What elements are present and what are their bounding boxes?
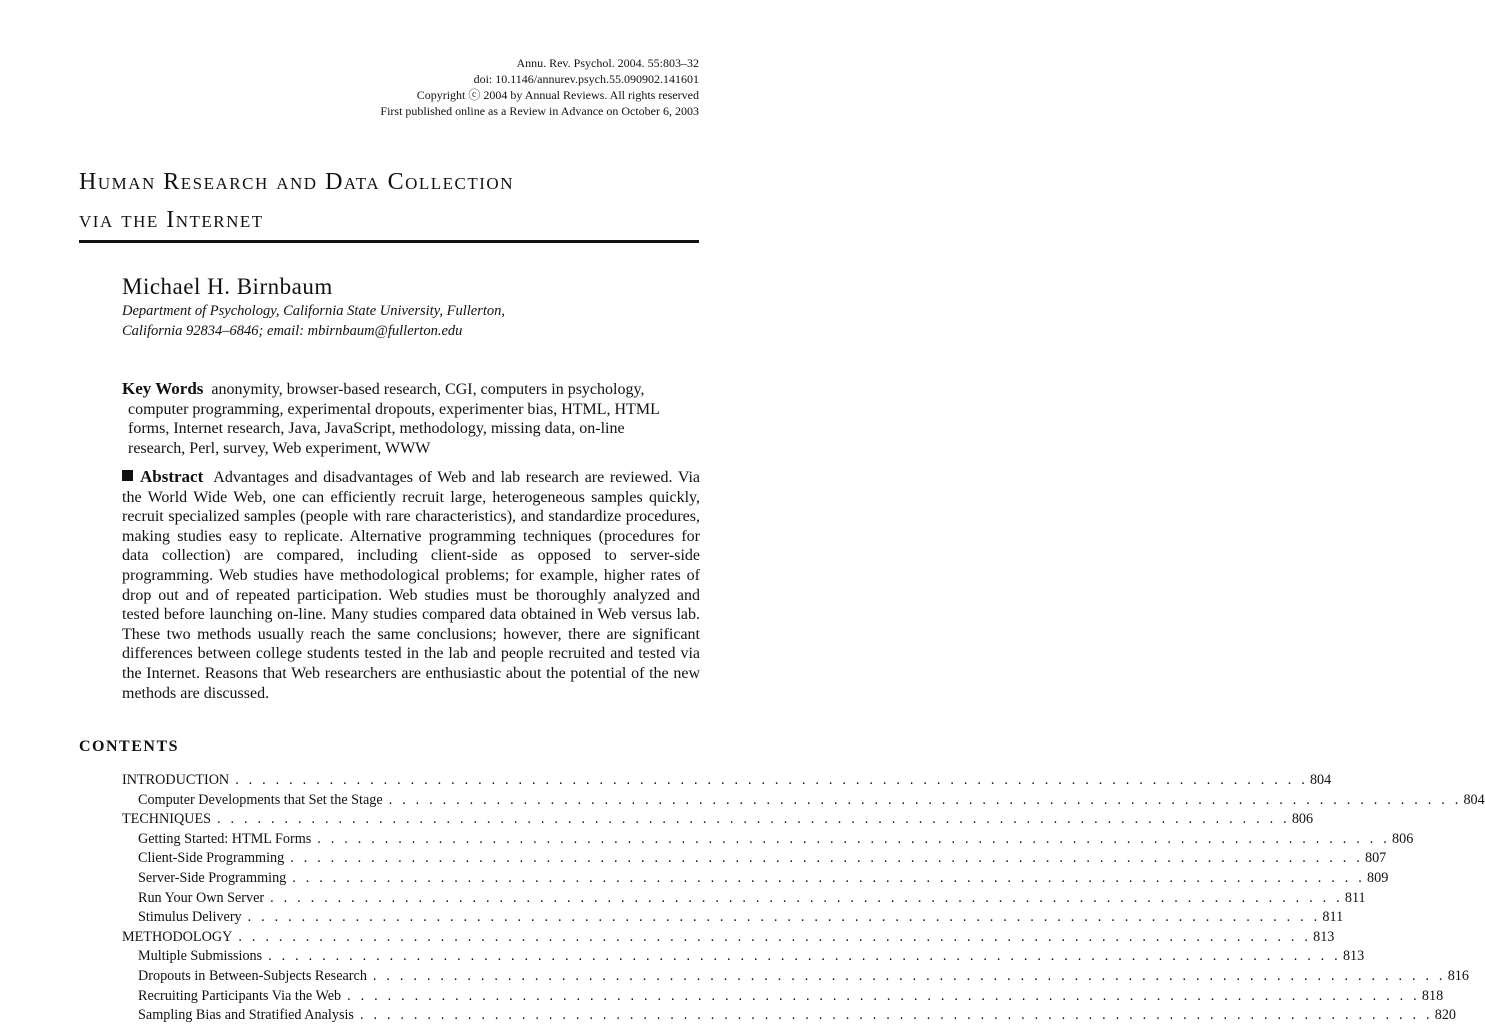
toc-entry-page: 804	[1309, 772, 1332, 788]
toc-entry	[122, 810, 1314, 830]
keywords-line: computer programming, experimental dropouts, experimenter bias, HTML, HTML	[128, 400, 660, 418]
toc-entry-label: Getting Started: HTML Forms	[138, 830, 312, 847]
toc-dot-leader: . . . . . . . . . . . . . . . . . . . . . . . . . . . . . . . . . . . . . . . . . . . . . . . . . . . . . . . . . . . . . . . . . . . . . . . . . . . . . . . .	[217, 811, 1290, 828]
toc-entry-page: 809	[1367, 869, 1389, 886]
toc-dot-leader: . . . . . . . . . . . . . . . . . . . . . . . . . . . . . . . . . . . . . . . . . . . . . . . . . . . . . . . . . . . . . . . . . . . . . . . . . . . . . . . .	[372, 967, 1446, 984]
toc-entry-label: TECHNIQUES	[122, 811, 212, 828]
toc-entry-page: 818	[1421, 987, 1444, 1004]
abstract-section	[122, 467, 700, 703]
toc-entry-page: 806	[1291, 811, 1314, 828]
abstract-heading: Abstract	[140, 467, 204, 486]
toc-entry	[122, 889, 1366, 909]
affiliation-line-1: Department of Psychology, California State University, Fullerton,	[122, 303, 505, 319]
doi-line: doi: 10.1146/annurev.psych.55.090902.141601	[473, 72, 699, 86]
toc-entry-label: Recruiting Participants Via the Web	[138, 987, 342, 1004]
toc-dot-leader: . . . . . . . . . . . . . . . . . . . . . . . . . . . . . . . . . . . . . . . . . . . . . . . . . . . . . . . . . . . . . . . . . . . . . . . . . . . . . . . .	[290, 850, 1363, 867]
copyright-line: Copyright ⓒ 2004 by Annual Reviews. All rights reserved	[416, 88, 699, 102]
toc-entry-label: Run Your Own Server	[138, 889, 265, 906]
toc-dot-leader: . . . . . . . . . . . . . . . . . . . . . . . . . . . . . . . . . . . . . . . . . . . . . . . . . . . . . . . . . . . . . . . . . . . . . . . . . . . . . . . .	[317, 830, 1391, 847]
toc-entry	[122, 967, 1469, 987]
toc-entry-page: 811	[1322, 909, 1344, 926]
toc-entry	[122, 869, 1389, 889]
toc-entry	[122, 849, 1387, 869]
toc-entry	[122, 987, 1444, 1007]
toc-entry	[122, 791, 1485, 811]
keywords-line	[122, 379, 700, 400]
toc-entry-page: 804	[1463, 791, 1485, 808]
toc-entry-label: Computer Developments that Set the Stage	[138, 791, 383, 808]
toc-entry	[122, 830, 1414, 850]
toc-entry	[122, 947, 1365, 967]
author-affiliation	[122, 302, 682, 341]
contents-heading: CONTENTS	[79, 738, 180, 755]
toc-dot-leader: . . . . . . . . . . . . . . . . . . . . . . . . . . . . . . . . . . . . . . . . . . . . . . . . . . . . . . . . . . . . . . . . . . . . . . . . . . . . . . . .	[235, 772, 1308, 788]
title-line-1: Human Research and Data Collection	[79, 169, 514, 195]
published-line: First published online as a Review in Advance on October 6, 2003	[380, 104, 699, 118]
toc-entry-label: Dropouts in Between-Subjects Research	[138, 967, 367, 984]
toc-dot-leader: . . . . . . . . . . . . . . . . . . . . . . . . . . . . . . . . . . . . . . . . . . . . . . . . . . . . . . . . . . . . . . . . . . . . . . . . . . . . . . . .	[347, 987, 1420, 1004]
abstract-text: Advantages and disadvantages of Web and lab research are reviewed. Via the World Wide Web, one can efficiently recruit large, heterogeneous samples quickly, recruit specialized samples (people with rare characteristics), and standardize procedures, making studies easy to replicate. Alternative programming techniques (procedures for data collection) are compared, including client-side as opposed to server-side programming. Web studies have methodological problems; for example, higher rates of drop out and of repeated participation. Web studies must be thoroughly analyzed and tested before launching on-line. Many studies compared data obtained in Web versus lab. These two methods usually reach the same conclusions; however, there are significant differences between college students tested in the lab and people recruited and tested via the Internet. Reasons that Web researchers are enthusiastic about the potential of the new methods are discussed.	[122, 469, 700, 702]
citation-line: Annu. Rev. Psychol. 2004. 55:803–32	[516, 56, 699, 70]
square-bullet-icon	[122, 470, 133, 481]
title-divider	[79, 240, 699, 243]
toc-entry-page: 813	[1313, 928, 1335, 945]
toc-entry-page: 811	[1344, 889, 1366, 906]
toc-entry	[122, 928, 1335, 948]
toc-entry	[122, 908, 1344, 928]
toc-dot-leader: . . . . . . . . . . . . . . . . . . . . . . . . . . . . . . . . . . . . . . . . . . . . . . . . . . . . . . . . . . . . . . . . . . . . . . . . . . . . . . . .	[388, 791, 1462, 808]
toc-entry-page: 816	[1447, 967, 1469, 984]
keywords-line: forms, Internet research, Java, JavaScript, methodology, missing data, on-line	[128, 420, 625, 437]
toc-entry-label: Sampling Bias and Stratified Analysis	[138, 1007, 354, 1024]
table-of-contents	[122, 771, 1485, 1026]
author-name: Michael H. Birnbaum	[122, 274, 333, 299]
keywords-line: research, Perl, survey, Web experiment, WWW	[128, 439, 431, 457]
toc-dot-leader: . . . . . . . . . . . . . . . . . . . . . . . . . . . . . . . . . . . . . . . . . . . . . . . . . . . . . . . . . . . . . . . . . . . . . . . . . . . . . . . .	[359, 1007, 1433, 1024]
toc-dot-leader: . . . . . . . . . . . . . . . . . . . . . . . . . . . . . . . . . . . . . . . . . . . . . . . . . . . . . . . . . . . . . . . . . . . . . . . . . . . . . . . .	[238, 928, 1312, 945]
title-line-2: via the Internet	[79, 207, 264, 233]
affiliation-line-2: California 92834–6846; email: mbirnbaum@fullerton.edu	[122, 322, 463, 339]
toc-dot-leader: . . . . . . . . . . . . . . . . . . . . . . . . . . . . . . . . . . . . . . . . . . . . . . . . . . . . . . . . . . . . . . . . . . . . . . . . . . . . . . . .	[268, 948, 1341, 965]
toc-entry-page: 806	[1392, 830, 1414, 847]
keywords-text: anonymity, browser-based research, CGI, computers in psychology,	[211, 381, 645, 398]
toc-entry	[122, 771, 1332, 791]
keywords-section	[122, 379, 700, 458]
toc-entry-label: INTRODUCTION	[122, 772, 230, 788]
article-title	[79, 163, 699, 239]
toc-entry-label: Server-Side Programming	[138, 869, 287, 886]
toc-entry-page: 807	[1364, 850, 1387, 867]
keywords-heading: Key Words	[122, 379, 204, 398]
article-meta	[380, 55, 699, 119]
toc-entry	[122, 1006, 1456, 1026]
toc-dot-leader: . . . . . . . . . . . . . . . . . . . . . . . . . . . . . . . . . . . . . . . . . . . . . . . . . . . . . . . . . . . . . . . . . . . . . . . . . . . . . . . .	[247, 909, 1321, 926]
toc-entry-label: Multiple Submissions	[138, 948, 263, 965]
toc-entry-label: Client-Side Programming	[138, 850, 285, 867]
toc-dot-leader: . . . . . . . . . . . . . . . . . . . . . . . . . . . . . . . . . . . . . . . . . . . . . . . . . . . . . . . . . . . . . . . . . . . . . . . . . . . . . . . .	[270, 889, 1343, 906]
toc-entry-label: Stimulus Delivery	[138, 909, 242, 926]
toc-dot-leader: . . . . . . . . . . . . . . . . . . . . . . . . . . . . . . . . . . . . . . . . . . . . . . . . . . . . . . . . . . . . . . . . . . . . . . . . . . . . . . . .	[292, 869, 1366, 886]
toc-entry-label: METHODOLOGY	[122, 928, 233, 945]
toc-entry-page: 820	[1434, 1007, 1456, 1024]
toc-entry-page: 813	[1342, 948, 1365, 965]
